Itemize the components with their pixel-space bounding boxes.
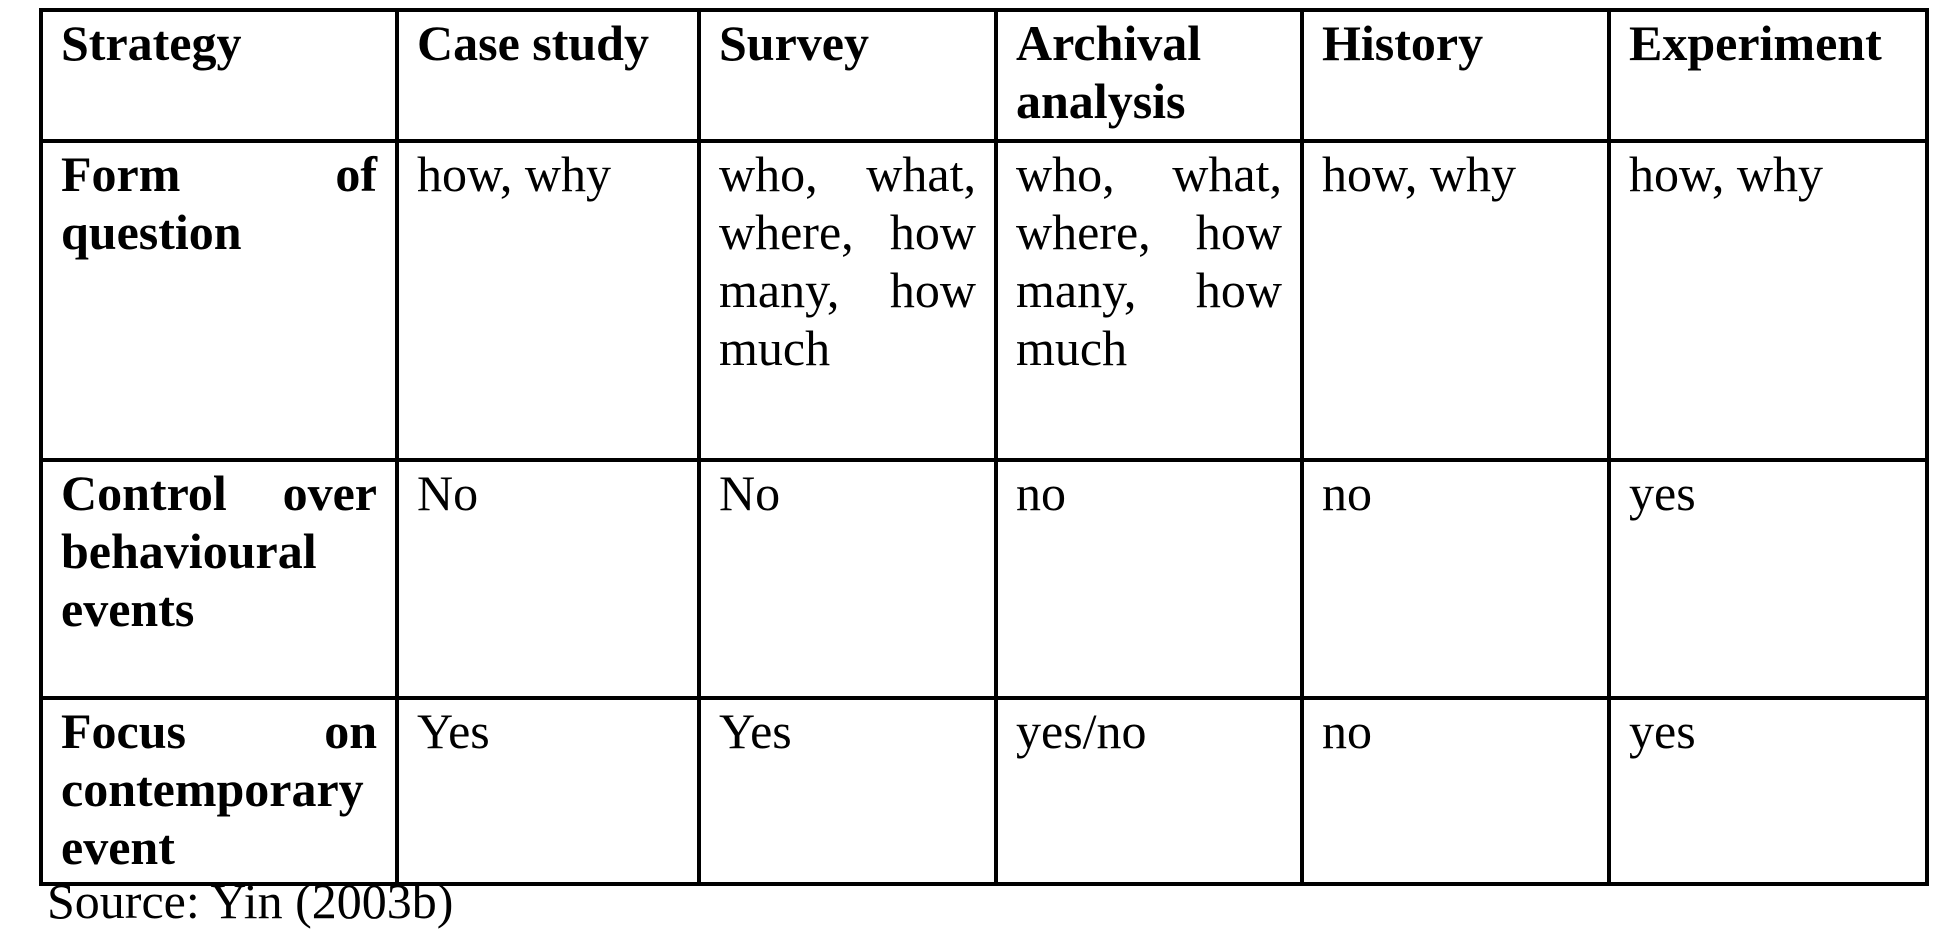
cell-control-case-study: No	[397, 460, 699, 698]
header-row	[41, 10, 1927, 141]
cell-form-survey: who, what, where, how many, how much	[699, 141, 996, 460]
table-row-focus-contemporary	[41, 698, 1927, 884]
cell-form-experiment: how, why	[1609, 141, 1927, 460]
column-header-experiment: Experiment	[1609, 10, 1927, 141]
cell-focus-experiment: yes	[1609, 698, 1927, 884]
cell-control-history: no	[1302, 460, 1609, 698]
row-header-form-of-question: Form of question	[41, 141, 397, 460]
source-note: Source: Yin (2003b)	[47, 873, 454, 929]
column-header-history: History	[1302, 10, 1609, 141]
cell-form-case-study: how, why	[397, 141, 699, 460]
column-header-case-study: Case study	[397, 10, 699, 141]
row-header-control-over-events: Control over behavioural events	[41, 460, 397, 698]
cell-focus-archival: yes/no	[996, 698, 1302, 884]
research-strategy-table	[39, 8, 1929, 886]
table-row-form-of-question	[41, 141, 1927, 460]
column-header-survey: Survey	[699, 10, 996, 141]
table-row-control-over-events	[41, 460, 1927, 698]
cell-control-survey: No	[699, 460, 996, 698]
cell-focus-case-study: Yes	[397, 698, 699, 884]
cell-form-archival: who, what, where, how many, how much	[996, 141, 1302, 460]
cell-control-archival: no	[996, 460, 1302, 698]
column-header-archival-analysis: Archival analysis	[996, 10, 1302, 141]
cell-focus-survey: Yes	[699, 698, 996, 884]
cell-focus-history: no	[1302, 698, 1609, 884]
cell-form-history: how, why	[1302, 141, 1609, 460]
cell-control-experiment: yes	[1609, 460, 1927, 698]
row-header-focus-contemporary: Focus on contemporary event	[41, 698, 397, 884]
column-header-strategy: Strategy	[41, 10, 397, 141]
